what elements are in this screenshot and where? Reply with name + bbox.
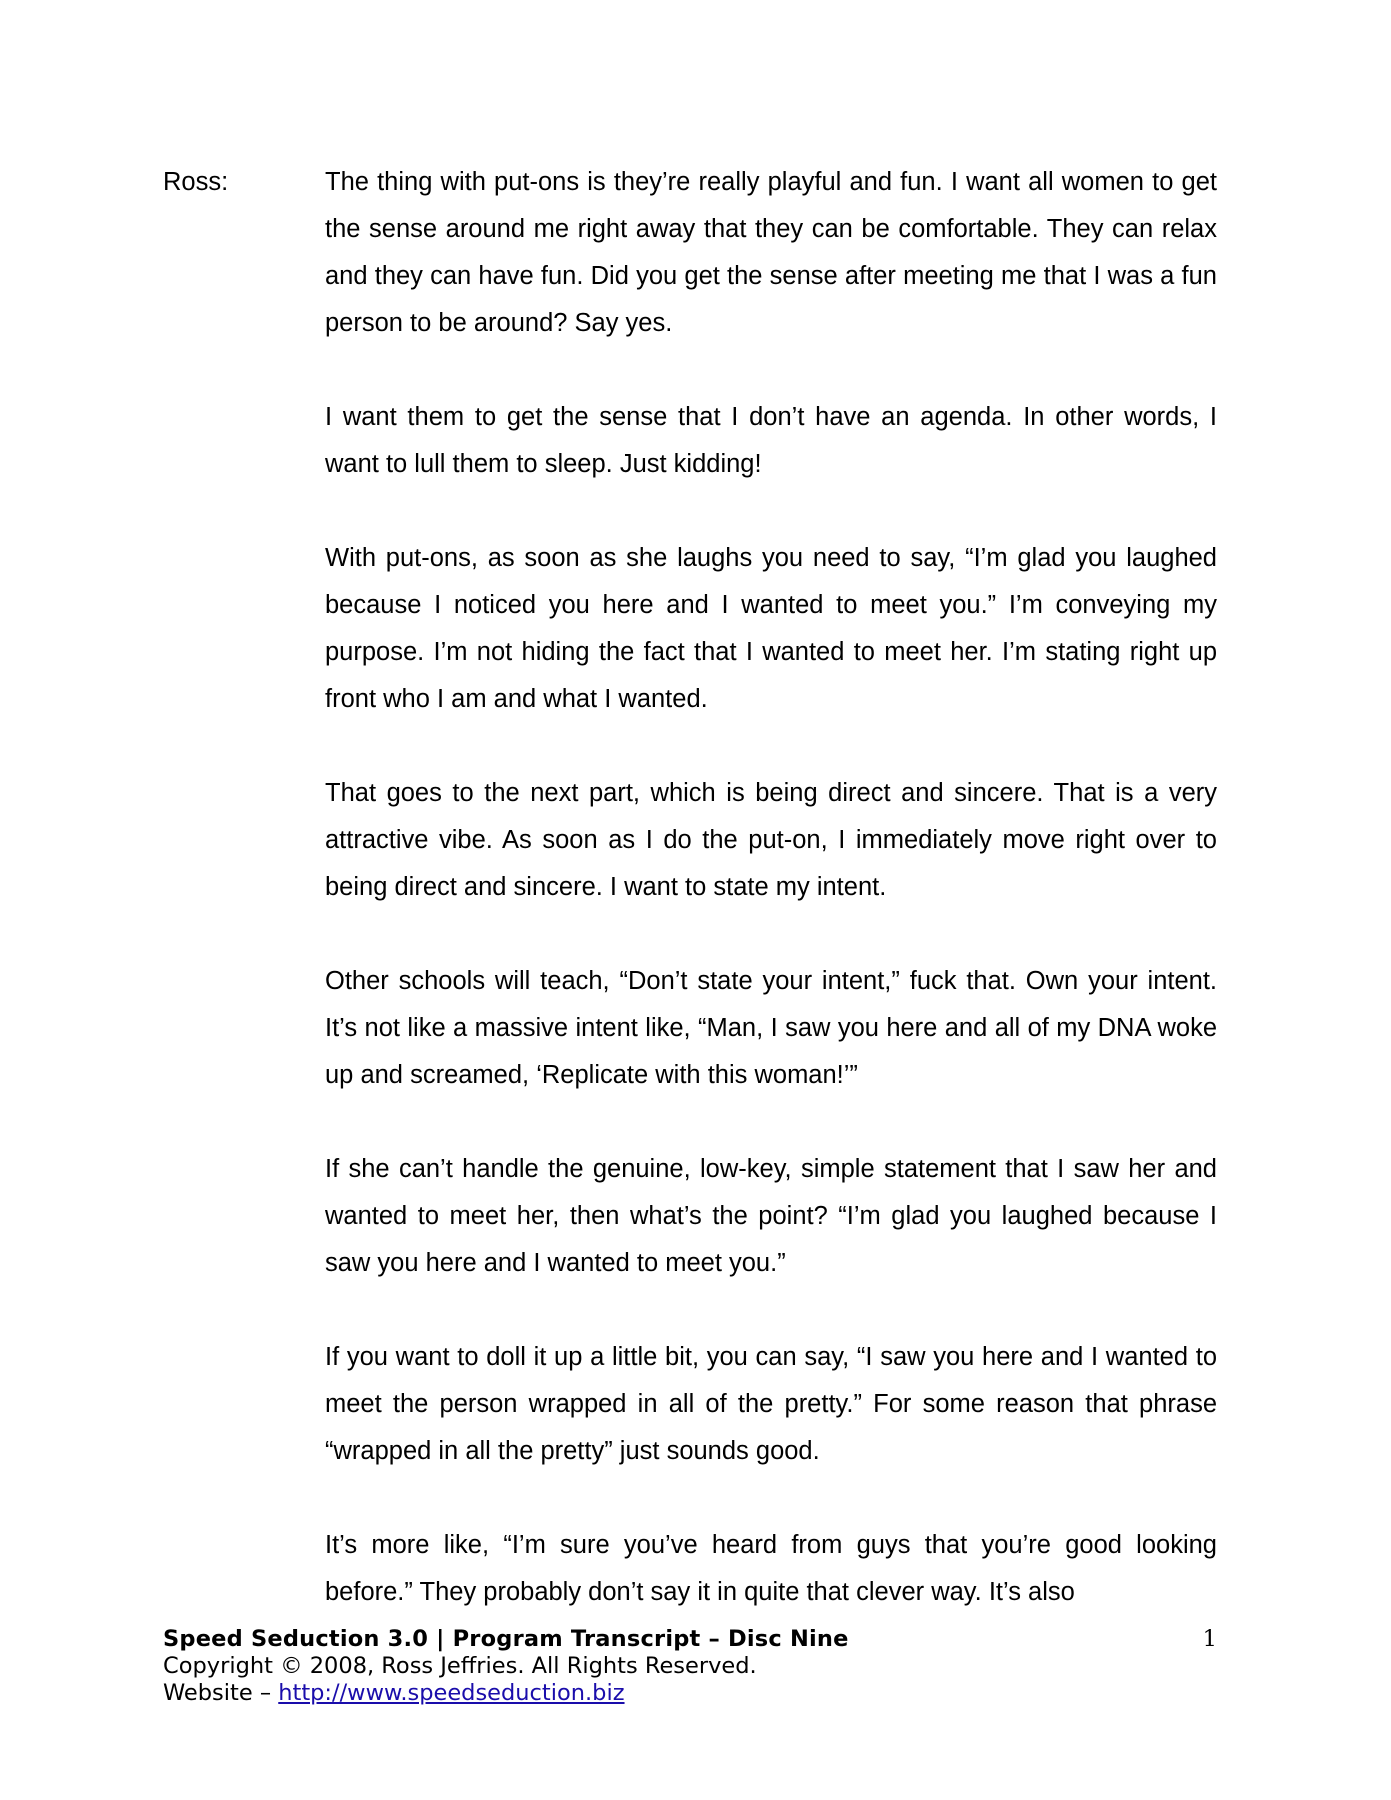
page-footer [163, 1626, 1217, 1707]
paragraph-1: The thing with put-ons is they’re really playful and fun. I want all women to get the sense around me right away that they can be comfortable. They can relax and they can have fun. Did you get the sense after meeting me that I was a fun person to be around? Say yes. [325, 168, 1217, 337]
page-number: 1 [1202, 1626, 1217, 1652]
website-line [163, 1680, 1217, 1707]
paragraph-7: If you want to doll it up a little bit, you can say, “I saw you here and I wanted to meet the person wrapped in all of the pretty.” For some reason that phrase “wrapped in all the pretty” just sounds good. [325, 1343, 1217, 1465]
speaker-label: Ross: [163, 168, 229, 196]
transcript-body [325, 159, 1217, 1616]
paragraph-4: That goes to the next part, which is being direct and sincere. That is a very attractive vibe. As soon as I do the put-on, I immediately move right over to being direct and sincere. I want to state my intent. [325, 779, 1217, 901]
paragraph-3: With put-ons, as soon as she laughs you need to say, “I’m glad you laughed because I noticed you here and I wanted to meet you.” I’m conveying my purpose. I’m not hiding the fact that I wanted to meet her. I’m stating right up front who I am and what I wanted. [325, 544, 1217, 713]
paragraph-8: It’s more like, “I’m sure you’ve heard from guys that you’re good looking before.” They probably don’t say it in quite that clever way. It’s also [325, 1531, 1217, 1606]
website-label: Website – [163, 1680, 279, 1706]
copyright-notice: Copyright © 2008, Ross Jeffries. All Rights Reserved. [163, 1653, 757, 1679]
paragraph-2: I want them to get the sense that I don’t have an agenda. In other words, I want to lull them to sleep. Just kidding! [325, 403, 1217, 478]
footer-title: Speed Seduction 3.0 | Program Transcript – Disc Nine [163, 1626, 849, 1652]
website-link[interactable]: http://www.speedseduction.biz [278, 1680, 625, 1706]
paragraph-6: If she can’t handle the genuine, low-key, simple statement that I saw her and wanted to meet her, then what’s the point? “I’m glad you laughed because I saw you here and I wanted to meet you.” [325, 1155, 1217, 1277]
paragraph-5: Other schools will teach, “Don’t state your intent,” fuck that. Own your intent. It’s not like a massive intent like, “Man, I saw you here and all of my DNA woke up and screamed, ‘Replicate with this woman!’” [325, 967, 1217, 1089]
